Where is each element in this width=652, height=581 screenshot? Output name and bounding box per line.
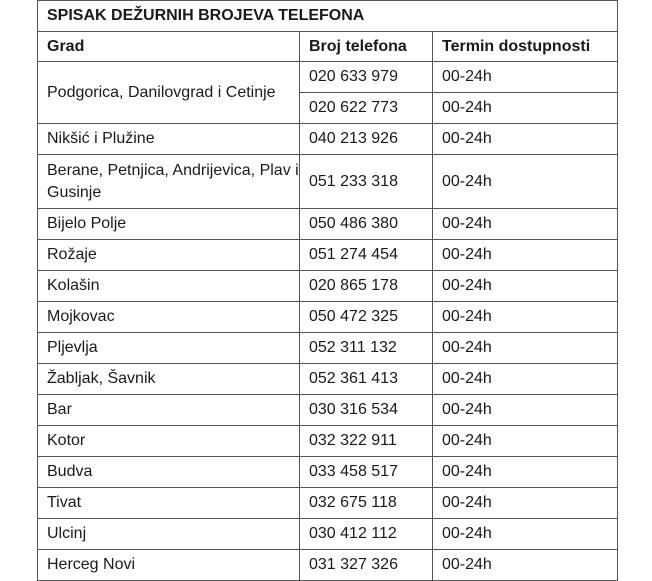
city-cell: Nikšić i Plužine <box>38 124 300 155</box>
city-cell: Berane, Petnjica, Andrijevica, Plav i Gusinje <box>38 155 300 209</box>
city-cell: Tivat <box>38 488 300 519</box>
table-row <box>38 364 618 395</box>
table-row <box>38 457 618 488</box>
table-row <box>38 395 618 426</box>
city-cell: Herceg Novi <box>38 550 300 581</box>
phone-cell: 050 486 380 <box>300 209 433 240</box>
table-row <box>38 240 618 271</box>
table-row <box>38 302 618 333</box>
availability-cell: 00-24h <box>433 550 618 581</box>
city-cell: Mojkovac <box>38 302 300 333</box>
availability-cell: 00-24h <box>433 302 618 333</box>
availability-cell: 00-24h <box>433 488 618 519</box>
phone-cell: 031 327 326 <box>300 550 433 581</box>
table-row <box>38 488 618 519</box>
phone-cell: 020 865 178 <box>300 271 433 302</box>
availability-cell: 00-24h <box>433 155 618 209</box>
availability-cell: 00-24h <box>433 395 618 426</box>
city-cell: Žabljak, Šavnik <box>38 364 300 395</box>
availability-cell: 00-24h <box>433 426 618 457</box>
title-row <box>38 1 618 32</box>
table-title: SPISAK DEŽURNIH BROJEVA TELEFONA <box>38 1 618 32</box>
availability-cell: 00-24h <box>433 124 618 155</box>
emergency-phone-table <box>37 0 618 581</box>
city-cell: Kotor <box>38 426 300 457</box>
phone-cell: 030 316 534 <box>300 395 433 426</box>
city-cell: Pljevlja <box>38 333 300 364</box>
column-header-city: Grad <box>38 32 300 62</box>
city-cell: Bijelo Polje <box>38 209 300 240</box>
table-row <box>38 271 618 302</box>
city-cell: Podgorica, Danilovgrad i Cetinje <box>38 62 300 124</box>
phone-cell: 030 412 112 <box>300 519 433 550</box>
phone-cell: 051 274 454 <box>300 240 433 271</box>
phone-cell: 033 458 517 <box>300 457 433 488</box>
table-row <box>38 550 618 581</box>
phone-cell: 020 622 773 <box>300 93 433 124</box>
availability-cell: 00-24h <box>433 62 618 93</box>
table-row <box>38 124 618 155</box>
header-row <box>38 32 618 62</box>
phone-cell: 020 633 979 <box>300 62 433 93</box>
table-row <box>38 155 618 209</box>
column-header-phone: Broj telefona <box>300 32 433 62</box>
column-header-availability: Termin dostupnosti <box>433 32 618 62</box>
availability-cell: 00-24h <box>433 240 618 271</box>
availability-cell: 00-24h <box>433 93 618 124</box>
availability-cell: 00-24h <box>433 519 618 550</box>
city-cell: Ulcinj <box>38 519 300 550</box>
availability-cell: 00-24h <box>433 271 618 302</box>
availability-cell: 00-24h <box>433 333 618 364</box>
phone-cell: 032 322 911 <box>300 426 433 457</box>
city-cell: Bar <box>38 395 300 426</box>
availability-cell: 00-24h <box>433 457 618 488</box>
phone-cell: 052 311 132 <box>300 333 433 364</box>
availability-cell: 00-24h <box>433 209 618 240</box>
table-row <box>38 62 618 93</box>
phone-cell: 052 361 413 <box>300 364 433 395</box>
phone-cell: 032 675 118 <box>300 488 433 519</box>
table-row <box>38 209 618 240</box>
table-row <box>38 333 618 364</box>
table-row <box>38 519 618 550</box>
phone-cell: 050 472 325 <box>300 302 433 333</box>
city-cell: Rožaje <box>38 240 300 271</box>
phone-cell: 040 213 926 <box>300 124 433 155</box>
city-cell: Kolašin <box>38 271 300 302</box>
phone-cell: 051 233 318 <box>300 155 433 209</box>
table-row <box>38 426 618 457</box>
availability-cell: 00-24h <box>433 364 618 395</box>
city-cell: Budva <box>38 457 300 488</box>
